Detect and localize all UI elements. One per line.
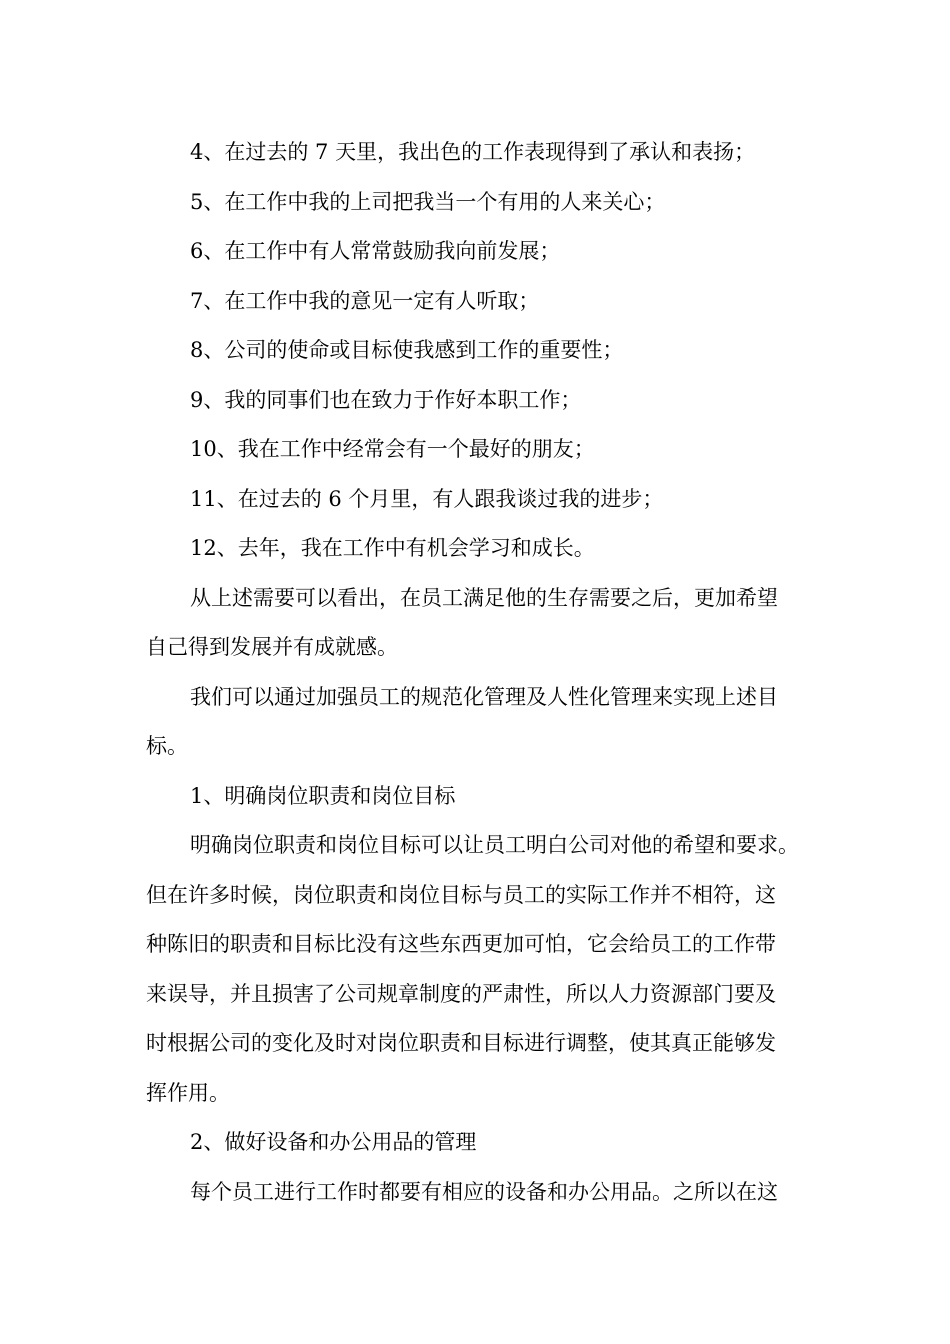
list-item-7: 7、在工作中我的意见一定有人听取； [190, 288, 540, 313]
paragraph-line: 种陈旧的职责和目标比没有这些东西更加可怕，它会给员工的工作带 [146, 932, 776, 956]
section-heading-1: 1、明确岗位职责和岗位目标 [190, 783, 456, 808]
list-item-10: 10、我在工作中经常会有一个最好的朋友； [190, 437, 595, 461]
document-body [146, 128, 836, 1217]
paragraph-line: 自己得到发展并有成就感。 [146, 635, 398, 659]
paragraph-line: 挥作用。 [146, 1080, 230, 1105]
list-item-6: 6、在工作中有人常常鼓励我向前发展； [190, 239, 561, 263]
paragraph-line: 每个员工进行工作时都要有相应的设备和办公用品。之所以在这 [190, 1179, 778, 1204]
list-item-12: 12、去年，我在工作中有机会学习和成长。 [190, 536, 595, 560]
list-item-5: 5、在工作中我的上司把我当一个有用的人来关心； [190, 189, 666, 214]
list-item-8: 8、公司的使命或目标使我感到工作的重要性； [190, 338, 624, 362]
list-item-11: 11、在过去的 6 个月里，有人跟我谈过我的进步； [190, 486, 664, 511]
list-item-9: 9、我的同事们也在致力于作好本职工作； [190, 387, 582, 412]
paragraph-line: 从上述需要可以看出，在员工满足他的生存需要之后，更加希望 [190, 585, 778, 610]
list-item-4: 4、在过去的 7 天里，我出色的工作表现得到了承认和表扬； [190, 140, 756, 164]
paragraph-line: 来误导，并且损害了公司规章制度的严肃性，所以人力资源部门要及 [146, 981, 776, 1006]
paragraph-line: 时根据公司的变化及时对岗位职责和目标进行调整，使其真正能够发 [146, 1031, 776, 1055]
paragraph-line: 但在许多时候，岗位职责和岗位目标与员工的实际工作并不相符，这 [146, 882, 776, 907]
paragraph-line: 我们可以通过加强员工的规范化管理及人性化管理来实现上述目 [190, 684, 778, 709]
paragraph-line: 标。 [146, 734, 188, 758]
paragraph-line: 明确岗位职责和岗位目标可以让员工明白公司对他的希望和要求。 [190, 833, 799, 857]
section-heading-2: 2、做好设备和办公用品的管理 [190, 1130, 477, 1154]
